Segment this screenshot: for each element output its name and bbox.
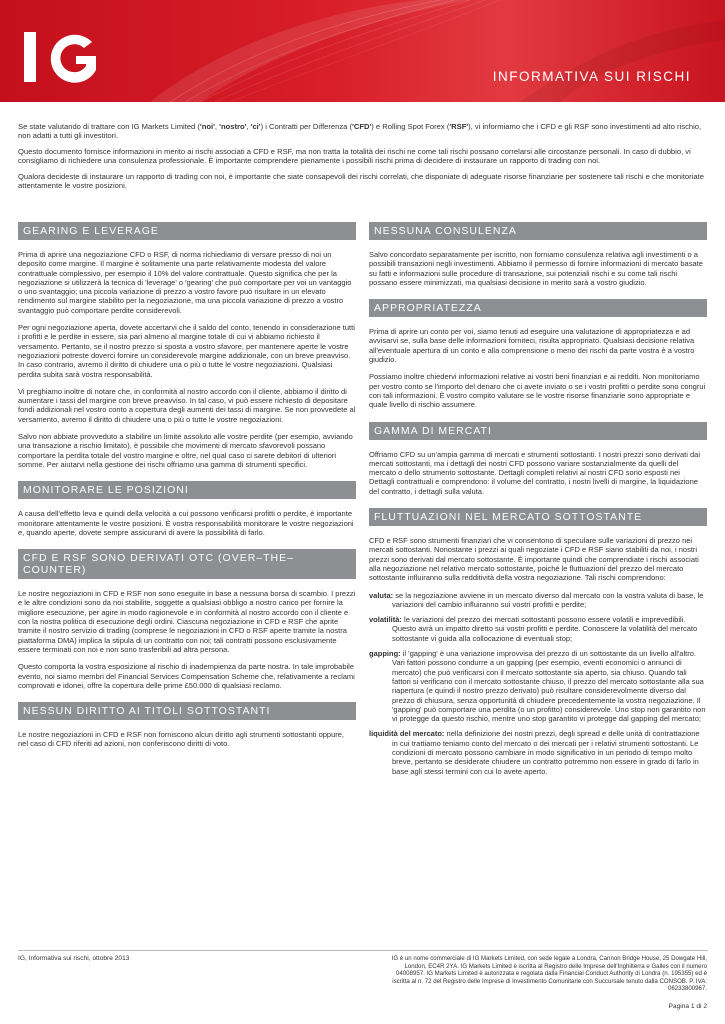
list-text: il 'gapping' è una variazione improvvisa del prezzo di un sottostante da un livello all'altro. Vari fattori possono condurre a un gapping (per esempio, eventi economici o annunci di mercato) che può verificarsi con il mercato sottostante sia aperto, sia chiuso. Quando tali fattori si verificano con il mercato sottostante chiuso, il prezzo del mercato sottostante alla sua riapertura (e quindi il nostro prezzo derivato) può risultare considerevolmente diverso dal prezzo di chiusura, senza opportunità di chiudere precedentemente la vostra negoziazione. Il 'gapping' può comportare una perdita (o un profitto) considerevole. Uno stop non garantito non vi protegge da questo rischio, mentre uno stop garantito vi protegge dal gapping del mercato; <box>392 649 706 724</box>
paragraph: Per ogni negoziazione aperta, dovete accertarvi che il saldo del conto, tenendo in considerazione tutti i profitti e le perdite in essere, sia pari almeno al margine totale di cui vi abbiamo richiesto il versamento. Pertanto, se il nostro prezzo si sposta a vostro sfavore, per mantenere aperte le vostre negoziazioni potreste doverci fornire un considerevole margine addizionale, con un breve preavviso. In caso contrario, avremo il diritto di chiudere una o più o tutte le vostre negoziazioni. Qualsiasi perdita subita sarà vostra responsabilità. <box>18 323 355 379</box>
list-item <box>369 591 707 610</box>
section-markets <box>369 422 707 496</box>
right-column <box>369 222 707 782</box>
risk-list <box>369 591 707 776</box>
paragraph: Offriamo CFD su un'ampia gamma di mercati e strumenti sottostanti. I nostri prezzi sono derivati dai mercati sottostanti, ma i dettagli dei nostri CFD possono variare sostanzialmente da quelli del mercato o dello strumento sottostante. Dettagli completi relativi ai nostri CFD sono esposti nei Dettagli contrattuali e comprendono: il volume del contratto, i nostri livelli di margine, la liquidazione del contratto, i dettagli sulla valuta. <box>369 449 701 496</box>
list-item <box>369 729 707 775</box>
paragraph: Le nostre negoziazioni in CFD e RSF non forniscono alcun diritto agli strumenti sottostanti oppure, nel caso di CFD riferiti ad azioni, non conferiscono diritti di voto. <box>18 730 345 749</box>
list-text: se la negoziazione avviene in un mercato diverso dal mercato con la vostra valuta di base, le variazioni del cambio influiranno sui vostri profitti e perdite; <box>392 590 704 609</box>
section-heading: NESSUNA CONSULENZA <box>369 222 707 240</box>
section-heading: APPROPRIATEZZA <box>369 299 707 317</box>
list-text: le variazioni del prezzo dei mercati sottostanti possono essere volatili e imprevedibili. Questo avrà un impatto diretto sui vostri profitti e perdite. Conoscere la volatilità del mercato sottostante vi guida alla collocazione di eventuali stop; <box>392 615 698 643</box>
section-no-rights <box>18 702 356 749</box>
footer-doc-info: IG, Informativa sui rischi, ottobre 2013 <box>18 955 130 962</box>
ig-logo <box>22 26 112 86</box>
list-term: valuta: <box>369 590 394 600</box>
paragraph: Salvo concordato separatamente per iscritto, non forniamo consulenza relativa agli investimenti o a possibili transazioni negli investimenti. Abbiamo il permesso di fornire informazioni di mercato basate su fatti e informazioni sulle procedure di transazione, sui potenziali rischi e su come tali rischi possano essere minimizzati, ma qualsiasi decisione in merito sarà a vostro giudizio. <box>369 250 703 287</box>
intro-section <box>18 122 708 196</box>
paragraph: A causa dell'effetto leva e quindi della velocità a cui possono verificarsi profitti o perdite, è importante monitorare attentamente le vostre posizioni. È vostra responsabilità monitorare le vostre negoziazioni e, quando aperte, dovete sempre assicurarvi di avere la possibilità di farlo. <box>18 509 354 537</box>
section-gearing <box>18 222 356 469</box>
paragraph: Questo comporta la vostra esposizione al rischio di inadempienza da parte nostra. In tale improbabile evento, noi siamo membri del Financial Services Compensation Scheme che, relativamente a reclami comprovati e idonei, offre la copertura delle prime £50.000 di qualsiasi reclamo. <box>18 662 355 690</box>
intro-paragraph: Se state valutando di trattare con IG Markets Limited ('noi', 'nostro', 'ci') i Contratti per Differenza ('CFD') e Rolling Spot Forex ('RSF'), vi informiamo che i CFD e gli RSF sono investimenti ad alto rischio, non adatti a tutti gli investitori. <box>18 122 702 141</box>
section-heading: GAMMA DI MERCATI <box>369 422 707 440</box>
left-column <box>18 222 356 757</box>
page-number: Pagina 1 di 2 <box>668 1003 707 1010</box>
document-title: INFORMATIVA SUI RISCHI <box>492 69 691 84</box>
list-item <box>369 615 707 643</box>
paragraph: Vi preghiamo inoltre di notare che, in conformità al nostro accordo con il cliente, abbiamo il diritto di aumentare i tassi del margine con breve preavviso. In tal caso, vi può essere richiesto di depositare fondi addizionali nel vostro conto a copertura degli aumenti dei tassi di margine. Se non provvedete al versamento, avremo il diritto di chiudere una o più o tutte le vostre negoziazioni. <box>18 386 356 424</box>
paragraph: CFD e RSF sono strumenti finanziari che vi consentono di speculare sulle variazioni di prezzo nei mercati sottostanti. Nonostante i prezzi ai quali negoziate i CFD e RSF siano stabiliti da noi, i nostri prezzi sono derivati dal mercato sottostante. È importante quindi che comprendiate i rischi associati alla negoziazione nel relativo mercato sottostante, poiché le fluttuazioni del prezzo del mercato sottostante influiranno sulla redditività della vostra negoziazione. Tali rischi comprendono: <box>369 536 699 583</box>
section-no-advice <box>369 222 707 287</box>
paragraph: Prima di aprire una negoziazione CFD o RSF, di norma richiediamo di versare presso di noi un deposito come margine. Il margine è solitamente una parte relativamente modesta del valore contrattuale complessivo, per esempio il 10% del valore contrattuale. Questo significa che per la negoziazione si utilizzerà la tecnica di 'leverage' o 'gearing' che può comportare per voi un vantaggio o uno svantaggio; una piccola variazione di prezzo a vostro favore può risultare in un elevato rendimento sul margine stabilito per la negoziazione, ma una piccola variazione di prezzo a vostro svantaggio può comportare perdite considerevoli. <box>18 250 352 315</box>
paragraph: Le nostre negoziazioni in CFD e RSF non sono eseguite in base a nessuna borsa di scambio. I prezzi e le altre condizioni sono da noi stabilite, soggette a qualsiasi obbligo a nostro carico per fornire la migliore esecuzione, per agire in modo ragionevole e in conformità al nostro accordo con il cliente e con la nostra politica di esecuzione degli ordini. Ciascuna negoziazione in CFD e RSF che aprite tramite il nostro servizio di trading (comprese le negoziazioni in CFD o RSF aperte tramite la nostra piattaforma DMA) implica la stipula di un contratto con noi; tali contratti possono esclusivamente essere terminati con noi e non sono trasferibili ad altra persona. <box>18 589 356 654</box>
list-text: nella definizione dei nostri prezzi, degli spread e delle unità di contrattazione in cui trattiamo teniamo conto del mercato o dei mercati per i relativi strumenti sottostanti. Le condizioni di mercato possono cambiare in modo significativo in un periodo di tempo molto breve, pertanto se desiderate chiudere un contratto potremmo non essere in grado di farlo in base agli stessi termini con cui lo avete aperto. <box>392 729 700 776</box>
intro-paragraph: Qualora decideste di instaurare un rapporto di trading con noi, è importante che siate consapevoli dei rischi correlati, che disponiate di adeguate risorse finanziarie per sostenere tali rischi e che monitoriate attentamente le vostre posizioni. <box>18 171 704 191</box>
header-banner <box>0 0 725 102</box>
footer-divider <box>18 950 708 951</box>
section-heading: CFD E RSF SONO DERIVATI OTC (OVER–THE–COUNTER) <box>18 549 356 579</box>
section-fluctuations <box>369 508 707 776</box>
list-term: gapping: <box>369 649 401 659</box>
section-heading: NESSUN DIRITTO AI TITOLI SOTTOSTANTI <box>18 702 356 720</box>
intro-paragraph: Questo documento fornisce informazioni in merito ai rischi associati a CFD e RSF, ma non tratta la totalità dei rischi ne come tali rischi possano correlarsi alle circostanze personali. In caso di dubbio, vi consigliamo di richiedere una consulenza professionale. È importante comprendere pienamente i possibili rischi prima di decidere di instaurare un rapporto di trading con noi. <box>18 146 691 166</box>
paragraph: Possiamo inoltre chiedervi informazioni relative ai vostri beni finanziari e ai redditi. Non monitoriamo per vostro conto se l'importo del denaro che ci avete inviato o se i vostri profitti o perdite sono congrui con tali informazioni. È vostro compito valutare se le vostre risorse finanziarie sono appropriate e quale livello di rischio assumere. <box>369 372 706 410</box>
footer-legal: IG è un nome commerciale di IG Markets Limited, con sede legale a Londra, Cannon Bridge House, 25 Dowgate Hill, London, EC4R 2YA. IG Markets Limited è iscritta al Registro delle Imprese dell'Inghilterra e Galles con il numero 04008957. IG Markets Limited è autorizzata e regolata dalla Financial Conduct Authority di Londra (n. 195355) ed è iscritta al n. 72 del Registro delle Imprese di Investimento Comunitarie con Succursale tenuto dalla CONSOB. P. IVA: 06233800967. <box>391 955 707 993</box>
section-monitoring <box>18 481 356 537</box>
section-heading: MONITORARE LE POSIZIONI <box>18 481 356 499</box>
section-heading: FLUTTUAZIONI NEL MERCATO SOTTOSTANTE <box>369 508 707 526</box>
paragraph: Prima di aprire un conto per voi, siamo tenuti ad eseguire una valutazione di appropriatezza e ad avvisarvi se, sulla base delle informazioni forniteci, risulta appropriato. Qualsiasi decisione relativa all'eventuale apertura di un conto e alla comprensione o meno dei rischi da parte vostra è a vostro giudizio. <box>369 327 695 365</box>
section-heading: GEARING E LEVERAGE <box>18 222 356 240</box>
list-item <box>369 649 707 723</box>
list-term: volatilità: <box>369 615 402 625</box>
section-appropriateness <box>369 299 707 409</box>
section-otc <box>18 549 356 690</box>
paragraph: Salvo non abbiate provveduto a stabilire un limite assoluto alle vostre perdite (per esempio, avviando una transazione a rischio limitato), è possibile che movimenti di mercato sfavorevoli possano comportare la perdita totale del vostro margine e oltre, nel qual caso ci sarete debitori di ulteriori somme. Per aiutarvi nella gestione dei rischi offriamo una gamma di strumenti specifici. <box>18 432 353 469</box>
list-term: liquidità del mercato: <box>369 729 445 739</box>
